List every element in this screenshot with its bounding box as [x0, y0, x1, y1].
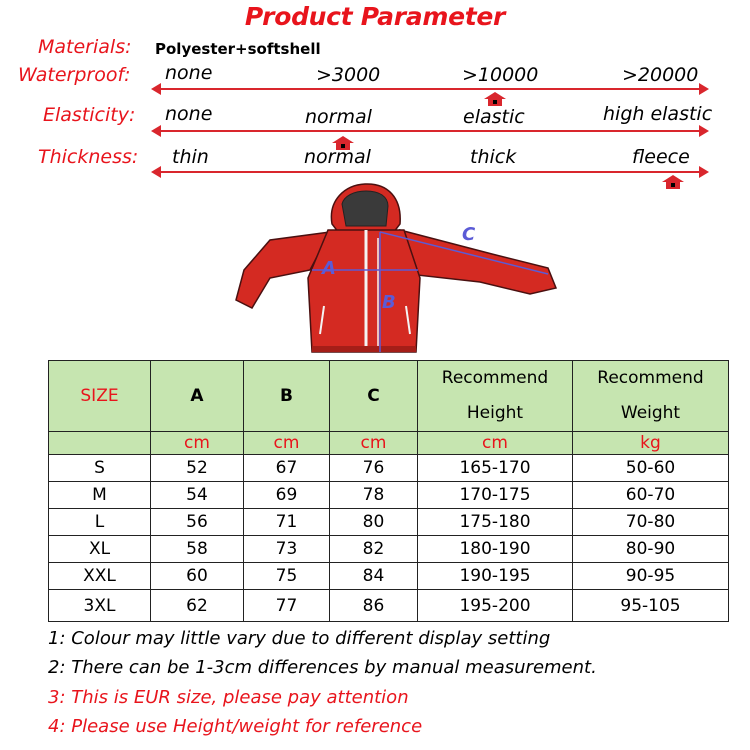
thickness-option-normal: normal [304, 146, 371, 168]
table-cell: 60-70 [573, 482, 729, 509]
elasticity-label: Elasticity: [43, 104, 136, 126]
table-row [49, 482, 729, 509]
size-cell: XL [49, 536, 151, 563]
jacket-diagram [230, 182, 560, 360]
table-cell: 180-190 [418, 536, 573, 563]
table-cell: 80-90 [573, 536, 729, 563]
unit-cell: cm [330, 432, 418, 455]
measurement-label-a: A [322, 258, 336, 279]
thickness-option-thick: thick [470, 146, 517, 168]
elasticity-option-elastic: elastic [463, 106, 525, 128]
waterproof-scale-arrow [160, 88, 700, 90]
size-cell: 3XL [49, 590, 151, 622]
elasticity-option-normal: normal [305, 106, 372, 128]
note-3: 3: This is EUR size, please pay attention [48, 687, 409, 708]
recommend-weight-header [573, 361, 729, 432]
col-a-header: A [151, 361, 244, 432]
thickness-scale-arrow [160, 171, 700, 173]
page-title: Product Parameter [244, 2, 506, 31]
recommend-height-line1: Recommend [441, 368, 549, 388]
note-1: 1: Colour may little vary due to different display setting [48, 628, 551, 649]
table-cell: 90-95 [573, 563, 729, 590]
thickness-label: Thickness: [38, 146, 139, 168]
table-cell: 73 [244, 536, 330, 563]
table-cell: 54 [151, 482, 244, 509]
measurement-label-b: B [382, 292, 396, 313]
size-cell: M [49, 482, 151, 509]
table-cell: 84 [330, 563, 418, 590]
table-cell: 71 [244, 509, 330, 536]
table-cell: 67 [244, 455, 330, 482]
size-table [48, 360, 729, 622]
size-cell: XXL [49, 563, 151, 590]
table-row [49, 455, 729, 482]
thickness-option-fleece: fleece [632, 146, 690, 168]
size-cell: S [49, 455, 151, 482]
table-row [49, 536, 729, 563]
waterproof-option-none: none [165, 62, 213, 84]
table-cell: 170-175 [418, 482, 573, 509]
table-cell: 80 [330, 509, 418, 536]
unit-cell: kg [573, 432, 729, 455]
unit-size-cell [49, 432, 151, 455]
elasticity-option-high-elastic: high elastic [603, 103, 713, 125]
table-row [49, 509, 729, 536]
materials-value: Polyester+softshell [155, 40, 321, 58]
table-cell: 62 [151, 590, 244, 622]
recommend-height-line2: Height [466, 403, 524, 423]
measurement-label-c: C [462, 224, 476, 245]
table-cell: 86 [330, 590, 418, 622]
table-cell: 195-200 [418, 590, 573, 622]
materials-label: Materials: [38, 36, 132, 58]
table-cell: 190-195 [418, 563, 573, 590]
table-cell: 165-170 [418, 455, 573, 482]
recommend-weight-line1: Recommend [597, 368, 704, 388]
elasticity-option-none: none [165, 103, 213, 125]
table-cell: 78 [330, 482, 418, 509]
note-4: 4: Please use Height/weight for reference [48, 716, 423, 737]
elasticity-scale-arrow [160, 130, 700, 132]
table-row [49, 590, 729, 622]
unit-cell: cm [244, 432, 330, 455]
size-header: SIZE [49, 361, 151, 432]
waterproof-option-3000: >3000 [316, 64, 381, 86]
table-cell: 70-80 [573, 509, 729, 536]
table-cell: 175-180 [418, 509, 573, 536]
recommend-height-header [418, 361, 573, 432]
table-cell: 76 [330, 455, 418, 482]
thickness-selected-marker-icon [662, 175, 684, 189]
size-cell: L [49, 509, 151, 536]
table-cell: 58 [151, 536, 244, 563]
col-c-header: C [330, 361, 418, 432]
waterproof-option-10000: >10000 [462, 64, 539, 86]
unit-cell: cm [418, 432, 573, 455]
table-cell: 60 [151, 563, 244, 590]
table-cell: 50-60 [573, 455, 729, 482]
table-cell: 75 [244, 563, 330, 590]
table-cell: 82 [330, 536, 418, 563]
unit-cell: cm [151, 432, 244, 455]
table-cell: 52 [151, 455, 244, 482]
recommend-weight-line2: Weight [620, 403, 681, 423]
table-cell: 77 [244, 590, 330, 622]
table-cell: 69 [244, 482, 330, 509]
col-b-header: B [244, 361, 330, 432]
thickness-option-thin: thin [172, 146, 209, 168]
table-row [49, 563, 729, 590]
waterproof-selected-marker-icon [484, 92, 506, 106]
table-cell: 95-105 [573, 590, 729, 622]
waterproof-label: Waterproof: [18, 64, 131, 86]
waterproof-option-20000: >20000 [622, 64, 699, 86]
table-cell: 56 [151, 509, 244, 536]
note-2: 2: There can be 1-3cm differences by manual measurement. [48, 657, 597, 678]
